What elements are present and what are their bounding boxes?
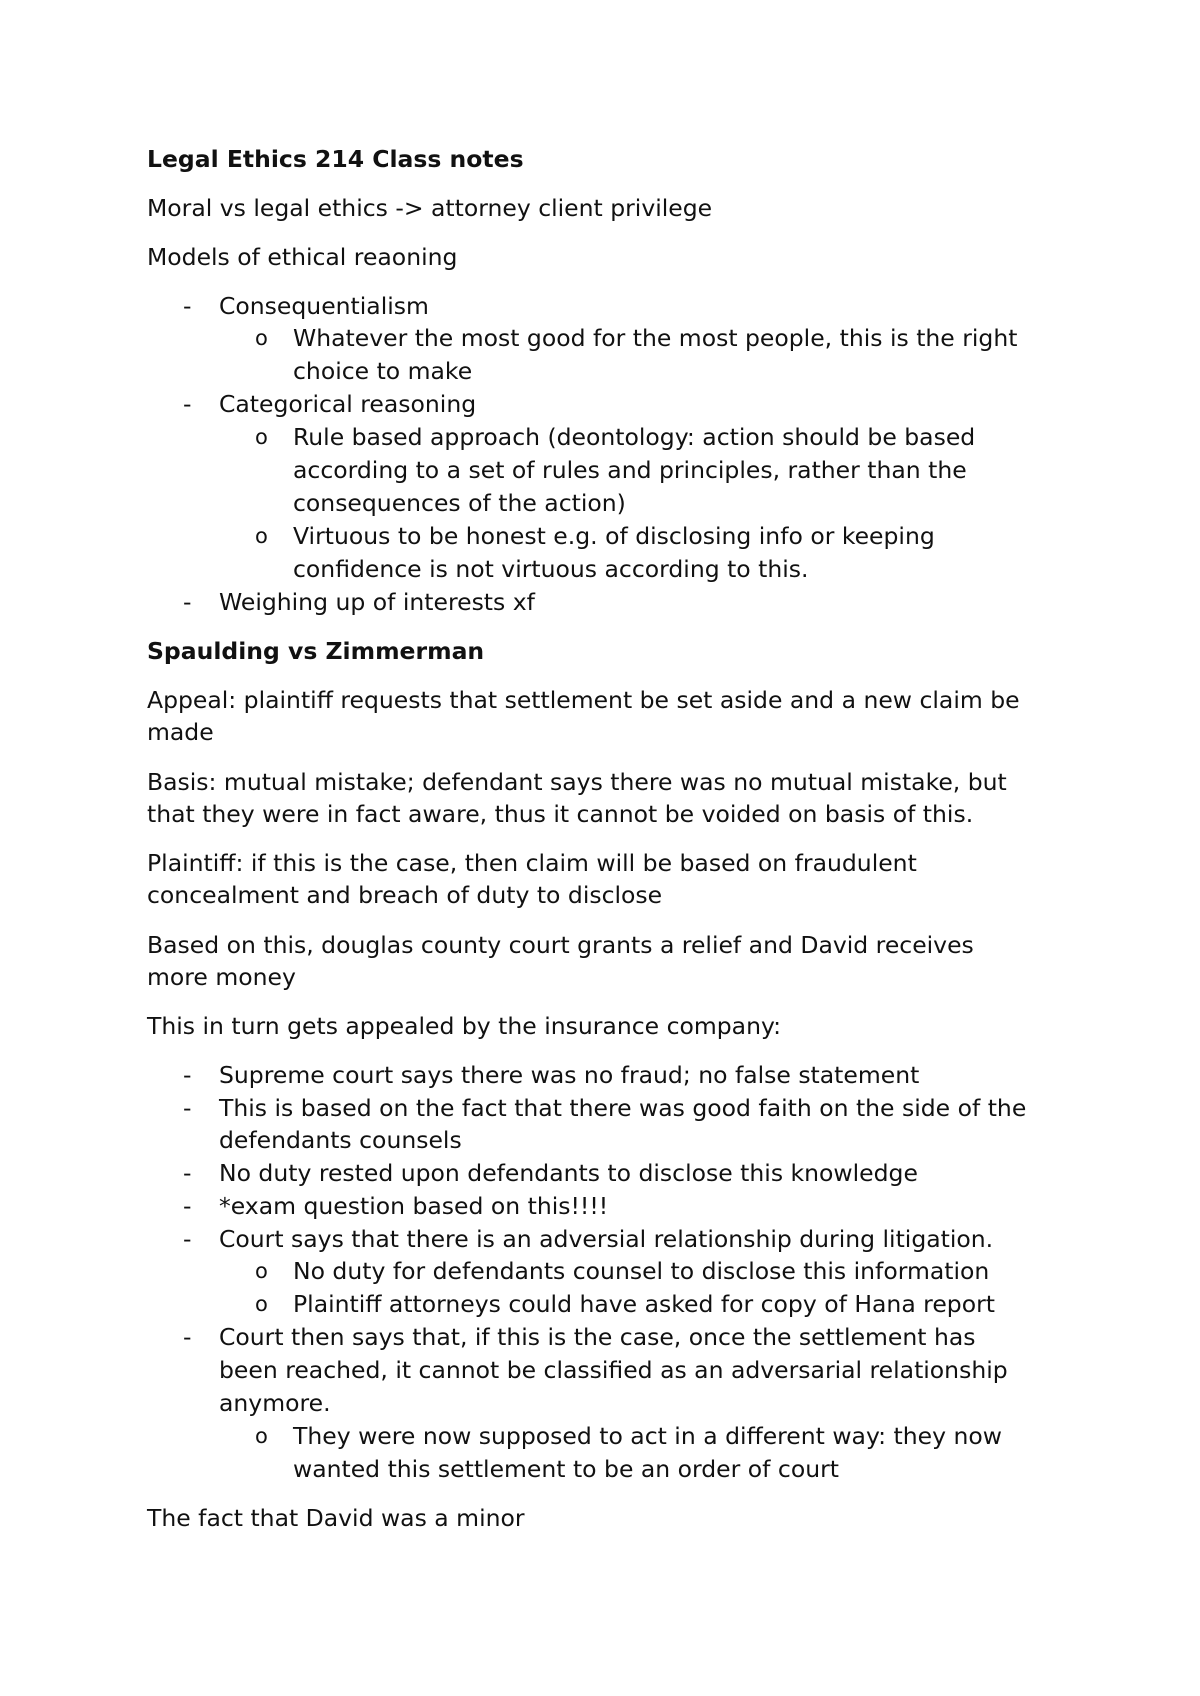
bullet-marker: - (183, 1061, 192, 1089)
sub-bullet-marker: o (255, 1292, 268, 1316)
bullet-marker: - (183, 292, 192, 320)
list-item: Weighing up of interests xf (219, 588, 535, 616)
list-item: Categorical reasoning (219, 390, 477, 418)
sub-bullet-marker: o (255, 1424, 268, 1448)
sub-list-item: consequences of the action) (293, 489, 626, 517)
sub-bullet-marker: o (255, 524, 268, 548)
paragraph-line: made (147, 718, 214, 746)
list-item: *exam question based on this!!!! (219, 1192, 609, 1220)
case-heading: Spaulding vs Zimmerman (147, 637, 485, 665)
list-item: No duty rested upon defendants to disclose this knowledge (219, 1159, 918, 1187)
list-item: defendants counsels (219, 1126, 462, 1154)
paragraph-line: Appeal: plaintiff requests that settlement be set aside and a new claim be (147, 686, 1020, 714)
sub-list-item: No duty for defendants counsel to disclose this information (293, 1257, 990, 1285)
sub-bullet-marker: o (255, 1259, 268, 1283)
paragraph-line: more money (147, 963, 296, 991)
bullet-marker: - (183, 1323, 192, 1351)
bullet-marker: - (183, 1225, 192, 1253)
list-item: anymore. (219, 1389, 331, 1417)
list-item: Supreme court says there was no fraud; no false statement (219, 1061, 920, 1089)
sub-list-item: choice to make (293, 357, 473, 385)
sub-list-item: according to a set of rules and principles, rather than the (293, 456, 967, 484)
sub-list-item: They were now supposed to act in a different way: they now (293, 1422, 1002, 1450)
list-item: Court says that there is an adversial relationship during litigation. (219, 1225, 994, 1253)
intro-line: Moral vs legal ethics -> attorney client privilege (147, 194, 713, 222)
bullet-marker: - (183, 1192, 192, 1220)
paragraph-line: Plaintiff: if this is the case, then claim will be based on fraudulent (147, 849, 917, 877)
sub-list-item: Rule based approach (deontology: action should be based (293, 423, 976, 451)
document-title: Legal Ethics 214 Class notes (147, 145, 524, 173)
sub-list-item: Virtuous to be honest e.g. of disclosing info or keeping (293, 522, 935, 550)
paragraph-line: Based on this, douglas county court grants a relief and David receives (147, 931, 974, 959)
sub-list-item: wanted this settlement to be an order of court (293, 1455, 839, 1483)
paragraph-line: This in turn gets appealed by the insurance company: (147, 1012, 782, 1040)
list-item: Court then says that, if this is the case, once the settlement has (219, 1323, 976, 1351)
list-item: This is based on the fact that there was good faith on the side of the (219, 1094, 1027, 1122)
sub-list-item: confidence is not virtuous according to this. (293, 555, 809, 583)
list-item: been reached, it cannot be classified as an adversarial relationship (219, 1356, 1008, 1384)
models-heading: Models of ethical reaoning (147, 243, 458, 271)
sub-bullet-marker: o (255, 425, 268, 449)
bullet-marker: - (183, 1159, 192, 1187)
paragraph-line: concealment and breach of duty to disclose (147, 881, 663, 909)
list-item: Consequentialism (219, 292, 429, 320)
sub-bullet-marker: o (255, 326, 268, 350)
paragraph-line: Basis: mutual mistake; defendant says there was no mutual mistake, but (147, 768, 1007, 796)
paragraph-line: that they were in fact aware, thus it cannot be voided on basis of this. (147, 800, 974, 828)
sub-list-item: Plaintiff attorneys could have asked for copy of Hana report (293, 1290, 995, 1318)
closing-line: The fact that David was a minor (147, 1504, 525, 1532)
bullet-marker: - (183, 588, 192, 616)
sub-list-item: Whatever the most good for the most people, this is the right (293, 324, 1018, 352)
bullet-marker: - (183, 1094, 192, 1122)
bullet-marker: - (183, 390, 192, 418)
